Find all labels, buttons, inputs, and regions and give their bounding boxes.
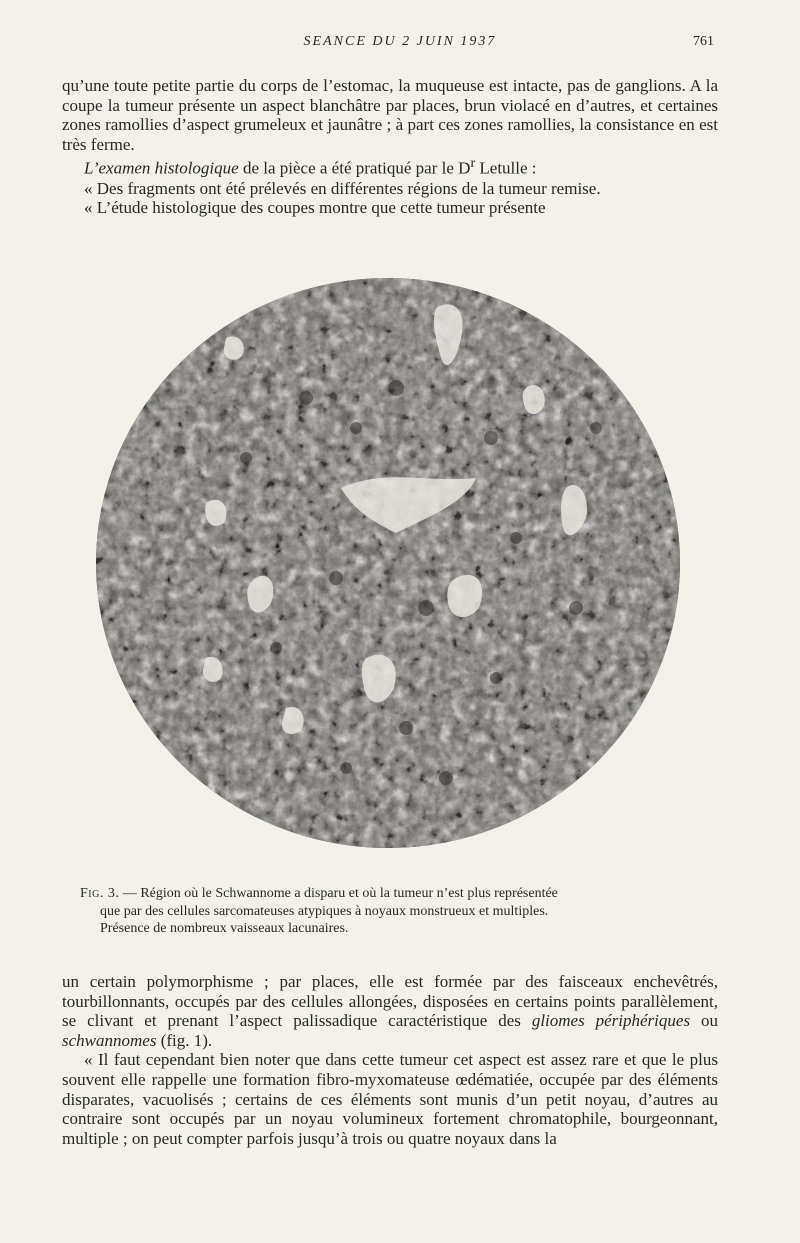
micrograph-image — [96, 278, 680, 848]
body-text-bottom — [62, 972, 718, 1148]
italic-term: schwannomes — [62, 1030, 157, 1050]
paragraph: un certain polymorphisme ; par places, elle est formée par des faisceaux enchevêtrés, tourbillonnants, occupés par des cellules allongées, disposées en certains points parallèlement, se clivant et prenant l’aspect palissadique caractéristique des gliomes périphériques ou schwannomes (fig. 1). — [62, 972, 718, 1050]
paragraph: « Il faut cependant bien noter que dans cette tumeur cet aspect est assez rare et que le plus souvent elle rappelle une formation fibro-myxomateuse œdématiée, occupée par des éléments disparates, vacuolisés ; certains de ces éléments sont munis d’un petit noyau, d’autres au contraire sont occupés par un noyau volumineux fortement chromatophile, bourgeonnant, multiple ; on peut compter parfois jusqu’à trois ou quatre noyaux dans la — [62, 1050, 718, 1148]
histology-micrograph — [96, 278, 680, 848]
page-number: 761 — [693, 34, 714, 49]
caption-line: que par des cellules sarcomateuses atypiques à noyaux monstrueux et multiples. — [100, 903, 549, 919]
caption-line: Présence de nombreux vaisseaux lacunaires. — [100, 921, 349, 936]
italic-phrase: L’examen histologique — [84, 159, 239, 179]
paragraph: qu’une toute petite partie du corps de l’estomac, la muqueuse est intacte, pas de ganglions. A la coupe la tumeur présente un aspect blanchâtre par places, brun violacé en d’autres, et certaines zones ramollies d’aspect grumeleux et jaunâtre ; à part ces zones ramollies, la consistance en est très ferme. — [62, 76, 718, 154]
running-title: SEANCE DU 2 JUIN 1937 — [303, 34, 497, 49]
page-header — [0, 34, 800, 56]
body-text-top — [62, 76, 718, 218]
caption-line: Fig. 3. — Région où le Schwannome a disparu et où la tumeur n’est plus représentée — [80, 886, 558, 901]
paragraph: L’examen histologique de la pièce a été pratiqué par le $D^r$ Letulle : — [84, 155, 537, 179]
figure-label: Fig. 3. — [80, 886, 120, 901]
paragraph: « Des fragments ont été prélevés en différentes régions de la tumeur remise. — [84, 178, 601, 198]
figure-caption — [80, 885, 720, 938]
italic-term: gliomes périphériques — [531, 1011, 691, 1031]
paragraph: « L’étude histologique des coupes montre que cette tumeur présente — [84, 198, 546, 218]
